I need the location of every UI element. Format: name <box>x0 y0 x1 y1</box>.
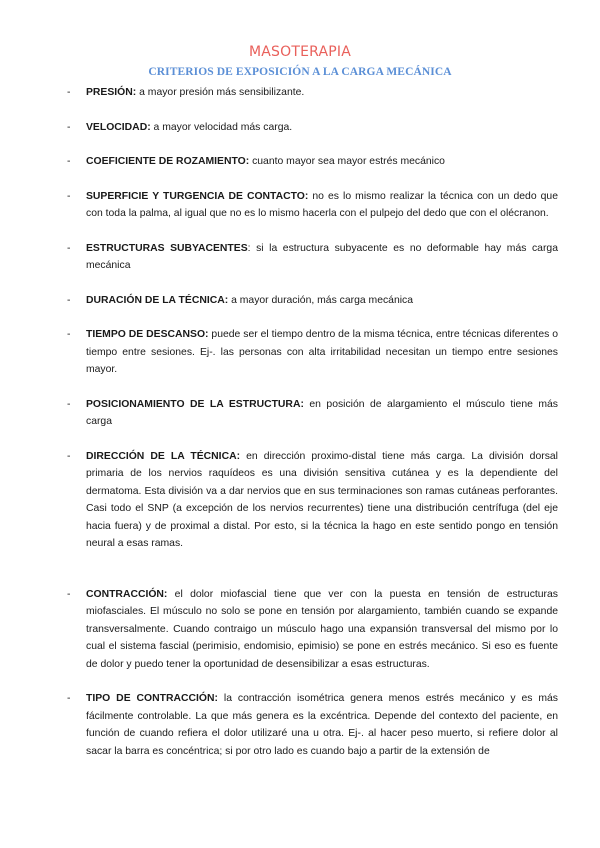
criterion-label: SUPERFICIE Y TURGENCIA DE CONTACTO: <box>86 190 309 202</box>
criterion-text: a mayor duración, más carga mecánica <box>228 294 414 306</box>
criterion-text: en posición de alargamiento el músculo tiene más carga <box>86 398 558 427</box>
page-title: MASOTERAPIA <box>248 44 352 60</box>
list-bullet: - <box>67 121 71 133</box>
criterion-tipo-contraccion <box>0 690 600 760</box>
criteria-list <box>0 84 600 760</box>
criterion-text: a mayor presión más sensibilizante. <box>136 87 305 98</box>
criterion-label: VELOCIDAD: <box>86 121 151 133</box>
list-bullet: - <box>67 450 71 462</box>
criterion-text: el dolor miofascial tiene que ver con la puesta en tensión de estructuras miofasciales. El músculo no solo se pone en tensión por alargamiento, también cuando se expande transversalmente. Cuando contraigo un músculo hago una expansión transversal del mismo por lo cual el sistema fascial (perimisio, endomisio, epimisio) se pone en estrés mecánico. Si eso es fuente de dolor y puedo tener la oportunidad de desensibilizar a esas estructuras. <box>86 588 558 670</box>
criterion-tiempo-descanso <box>0 326 600 379</box>
criterion-label: TIEMPO DE DESCANSO: <box>86 329 209 340</box>
criterion-label: COEFICIENTE DE ROZAMIENTO: <box>86 156 250 167</box>
list-bullet: - <box>67 190 71 202</box>
criterion-presion <box>0 84 600 102</box>
criterion-duracion <box>0 292 600 310</box>
list-bullet: - <box>67 242 71 254</box>
criterion-label: PRESIÓN: <box>86 87 137 98</box>
criterion-estructuras <box>0 240 600 275</box>
criterion-label: POSICIONAMIENTO DE LA ESTRUCTURA: <box>86 398 304 410</box>
list-bullet: - <box>67 87 71 98</box>
criterion-text: en dirección proximo-distal tiene más carga. La división dorsal primaria de los nervios raquídeos es una división sensitiva cutánea y es la dependiente del dermatoma. Esta división va a dar nervios que en sus terminaciones son ramas cutáneas perforantes. Casi todo el SNP (a excepción de los nervios recurrentes) tiene una distribución centrífuga (del eje hacia fuera) y de proximal a distal. Por esto, si la técnica la hago en este sentido pongo en tensión neural a esas ramas. <box>86 450 558 549</box>
criterion-text: puede ser el tiempo dentro de la misma técnica, entre técnicas diferentes o tiempo entre sesiones. Ej-. las personas con alta irritabilidad necesitan un tiempo entre sesiones mayor. <box>86 329 559 375</box>
list-bullet: - <box>67 693 71 704</box>
criterion-posicionamiento <box>0 396 600 431</box>
list-bullet: - <box>67 588 71 600</box>
list-bullet: - <box>67 398 71 410</box>
list-bullet: - <box>67 294 71 306</box>
criterion-label: ESTRUCTURAS SUBYACENTES <box>86 242 248 254</box>
criterion-text: no es lo mismo realizar la técnica con un dedo que con toda la palma, al igual que no es lo mismo hacerla con el pulpejo del dedo que con el olécranon. <box>86 190 558 219</box>
criterion-contraccion <box>0 586 600 674</box>
criterion-label: DURACIÓN DE LA TÉCNICA: <box>86 294 229 306</box>
criterion-text: la contracción isométrica genera menos estrés mecánico y es más fácilmente controlable. La que más genera es la excéntrica. Depende del contexto del paciente, en función de cuando refiera el dolor utilizaré una u otra. Ej-. al hacer peso muerto, si refiere dolor al sacar la barra es concéntrica; si por otro lado es cuando bajo a partir de la extensión de <box>86 693 559 757</box>
criterion-direccion <box>0 448 600 553</box>
criterion-coeficiente <box>0 153 600 171</box>
criterion-label: TIPO DE CONTRACCIÓN: <box>86 693 218 704</box>
page-subtitle: CRITERIOS DE EXPOSICIÓN A LA CARGA MECÁNICA <box>148 66 452 78</box>
criterion-label: CONTRACCIÓN: <box>86 588 168 600</box>
criterion-text: cuanto mayor sea mayor estrés mecánico <box>249 156 445 167</box>
criterion-text: a mayor velocidad más carga. <box>150 121 293 133</box>
criterion-text: : si la estructura subyacente es no deformable hay más carga mecánica <box>86 242 558 271</box>
criterion-label: DIRECCIÓN DE LA TÉCNICA: <box>86 450 241 462</box>
list-bullet: - <box>67 156 71 167</box>
criterion-velocidad <box>0 119 600 137</box>
list-bullet: - <box>67 329 71 340</box>
criterion-superficie <box>0 188 600 223</box>
